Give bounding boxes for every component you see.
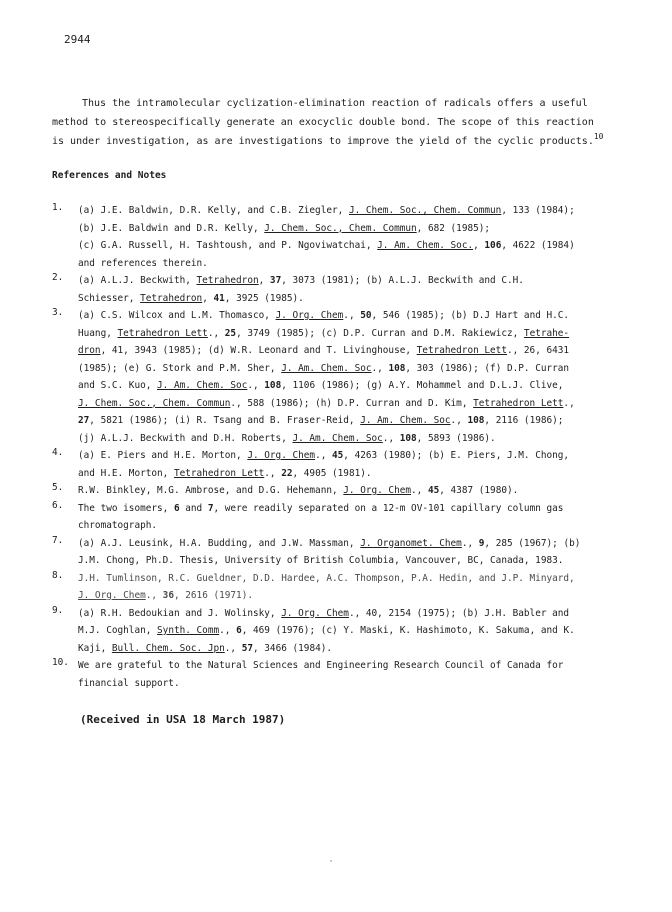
text-run: is under investigation, as are investigations to improve the yield of the cyclic products. [52, 136, 594, 147]
reference-line [78, 535, 652, 553]
text-run: , [258, 275, 270, 286]
text-run: ., [450, 415, 468, 426]
reference-item [52, 482, 652, 500]
text-run: , 5821 (1986); (i) R. Tsang and B. Fraser-Reid, [89, 415, 361, 426]
journal-name: Tetrahe- [523, 327, 570, 339]
volume-number: 6 [173, 502, 180, 514]
footnote-superscript: 10 [593, 132, 604, 141]
text-run: ., 588 (1986); (h) D.P. Curran and D. Kim, [230, 397, 474, 409]
volume-number: 6 [236, 625, 242, 636]
volume-number: 22 [281, 467, 293, 479]
reference-number: 8. [52, 569, 64, 581]
text-run: , 303 (1986); (f) D.P. Curran [405, 362, 570, 374]
volume-number: 108 [467, 415, 485, 426]
text-run: J.M. Chong, Ph.D. Thesis, University of British Columbia, Vancouver, BC, Canada, 1983. [78, 555, 564, 566]
journal-name: J. Am. Chem. Soc [281, 362, 372, 374]
reference-item [52, 500, 652, 535]
text-run: ., [461, 537, 479, 549]
volume-number: 9 [478, 537, 485, 549]
text-run: Schiesser, [78, 292, 141, 304]
text-run: , 5893 (1986). [416, 432, 496, 444]
text-run: ., [247, 380, 265, 391]
text-run: (a) A.L.J. Beckwith, [78, 275, 197, 286]
text-run: , 285 (1967); (b) [484, 537, 581, 549]
text-run: , 546 (1985); (b) D.J Hart and H.C. [371, 310, 570, 321]
text-run: Thus the intramolecular cyclization-elimination reaction of radicals offers a useful [82, 98, 588, 109]
journal-name: dron [78, 345, 101, 356]
volume-number: 50 [360, 310, 372, 321]
reference-number: 4. [52, 447, 64, 458]
text-run: , 2116 (1986); [484, 415, 564, 426]
text-run: and [179, 502, 208, 514]
intro-line [52, 113, 632, 132]
text-run: ., [382, 432, 400, 444]
journal-name: Bull. Chem. Soc. Jpn [111, 642, 225, 654]
reference-line [78, 290, 652, 308]
journal-name: Tetrahedron Lett [173, 467, 265, 479]
reference-item [52, 307, 652, 447]
volume-number: 7 [207, 502, 214, 514]
text-run: , [473, 240, 485, 251]
text-run: , 133 (1984); [501, 205, 575, 216]
reference-line [78, 220, 652, 238]
reference-number: 6. [52, 499, 64, 511]
text-run: chromatograph. [78, 520, 158, 531]
reference-item [52, 535, 652, 570]
reference-line [78, 587, 652, 605]
journal-name: J. Org. Chem [78, 590, 146, 601]
text-run: (1985); (e) G. Stork and P.M. Sher, [78, 362, 282, 374]
text-run: (c) G.A. Russell, H. Tashtoush, and P. Ngoviwatchai, [78, 240, 378, 251]
page-number: 2944 [64, 33, 91, 46]
text-run: ., [343, 310, 361, 321]
text-run: ., [145, 590, 163, 601]
reference-line [78, 622, 652, 640]
journal-name: Tetrahedron Lett [473, 397, 564, 409]
reference-number: 5. [52, 482, 64, 493]
intro-line [52, 94, 632, 113]
text-run: and references therein. [78, 257, 208, 269]
journal-name: J. Am. Chem. Soc. [377, 240, 474, 251]
text-run: , 682 (1985); [416, 222, 491, 234]
text-run: , 1106 (1986); (g) A.Y. Mohammel and D.L.J. Clive, [281, 380, 564, 391]
journal-name: J. Org. Chem [281, 607, 349, 619]
reference-line [78, 377, 652, 395]
volume-number: 36 [162, 590, 174, 601]
reference-number: 1. [52, 202, 64, 213]
text-run: , 3749 (1985); (c) D.P. Curran and D.M. Rakiewicz, [236, 327, 524, 339]
reference-line [78, 605, 652, 623]
text-run: ., [264, 467, 282, 479]
reference-line [78, 307, 652, 325]
journal-name: J. Am. Chem. Soc [360, 415, 451, 426]
text-run: (a) C.S. Wilcox and L.M. Thomasco, [78, 310, 276, 321]
text-run: , 4622 (1984) [501, 240, 575, 251]
journal-name: J. Am. Chem. Soc [292, 432, 383, 444]
received-date: (Received in USA 18 March 1987) [80, 713, 286, 726]
text-run: method to stereospecifically generate an exocyclic double bond. The scope of this reaction [52, 117, 594, 128]
text-run: , 4263 (1980); (b) E. Piers, J.M. Chong, [343, 450, 570, 461]
volume-number: 108 [399, 432, 417, 444]
text-run: J.H. Tumlinson, R.C. Gueldner, D.D. Hardee, A.C. Thompson, P.A. Hedin, and J.P. Minyard, [78, 572, 575, 584]
text-run: The two isomers, [78, 502, 174, 514]
reference-item [52, 570, 652, 605]
reference-line [78, 237, 652, 255]
text-run: ., [563, 397, 575, 409]
intro-line [52, 132, 632, 151]
journal-name: J. Organomet. Chem [360, 537, 462, 549]
volume-number: 45 [332, 450, 344, 461]
reference-item [52, 605, 652, 658]
volume-number: 37 [269, 275, 282, 286]
text-run: ., [219, 625, 237, 636]
reference-line [78, 465, 652, 483]
journal-name: J. Chem. Soc., Chem. Commun [78, 397, 231, 409]
text-run: ., 26, 6431 [506, 345, 570, 356]
text-run: , 2616 (1971). [173, 590, 253, 601]
text-run: ., [371, 362, 389, 374]
text-run: R.W. Binkley, M.G. Ambrose, and D.G. Hehemann, [78, 485, 344, 496]
text-run: (j) A.L.J. Beckwith and D.H. Roberts, [78, 432, 293, 444]
text-run: Kaji, [78, 642, 112, 654]
journal-name: J. Chem. Soc., Chem. Commun [348, 205, 502, 216]
text-run: , 41, 3943 (1985); (d) W.R. Leonard and T. Livinghouse, [100, 345, 417, 356]
text-run: (a) J.E. Baldwin, D.R. Kelly, and C.B. Ziegler, [78, 205, 349, 216]
reference-line [78, 517, 652, 535]
reference-line [78, 552, 652, 570]
text-run: ., [315, 450, 332, 461]
reference-item [52, 657, 652, 692]
reference-number: 3. [52, 307, 64, 318]
volume-number: 106 [484, 240, 502, 251]
scan-speck [330, 860, 332, 862]
journal-name: Tetrahedron Lett [416, 345, 507, 356]
text-run: ., [411, 485, 428, 496]
journal-name: Tetrahedron [196, 275, 259, 286]
journal-name: J. Chem. Soc., Chem. Commun [264, 222, 417, 234]
text-run: Huang, [78, 327, 118, 339]
text-run: financial support. [78, 677, 180, 689]
reference-line [78, 657, 652, 675]
reference-number: 7. [52, 534, 64, 546]
text-run: , were readily separated on a 12-m OV-101 capillary column gas [213, 502, 564, 514]
text-run: (b) J.E. Baldwin and D.R. Kelly, [78, 222, 265, 234]
reference-item [52, 272, 652, 307]
text-run: , 3073 (1981); (b) A.L.J. Beckwith and C.H. [281, 275, 524, 286]
volume-number: 45 [427, 485, 440, 496]
text-run: , [202, 292, 214, 304]
reference-line [78, 412, 652, 430]
text-run: , 469 (1976); (c) Y. Maski, K. Hashimoto, K. Sakuma, and K. [241, 625, 575, 636]
text-run: , 4905 (1981). [292, 467, 372, 479]
intro-paragraph [52, 94, 632, 151]
text-run: , 4387 (1980). [439, 485, 519, 496]
text-run: , 3466 (1984). [253, 642, 333, 654]
volume-number: 25 [224, 327, 237, 339]
journal-name: J. Org. Chem [343, 485, 412, 496]
journal-name: J. Org. Chem [275, 310, 344, 321]
text-run: ., 40, 2154 (1975); (b) J.H. Babler and [348, 607, 570, 619]
reference-item [52, 202, 652, 272]
journal-name: Synth. Comm [157, 625, 220, 636]
reference-line [78, 675, 652, 693]
text-run: and S.C. Kuo, [78, 380, 158, 391]
reference-line [78, 640, 652, 658]
reference-number: 9. [52, 604, 64, 616]
reference-item [52, 447, 652, 482]
journal-name: Tetrahedron [140, 292, 203, 304]
reference-line [78, 255, 652, 273]
text-run: ., [224, 642, 242, 654]
text-run: (a) R.H. Bedoukian and J. Wolinsky, [78, 607, 282, 619]
text-run: We are grateful to the Natural Sciences and Engineering Research Council of Canada for [78, 660, 564, 671]
journal-name: J. Am. Chem. Soc [157, 380, 248, 391]
reference-number: 10. [52, 657, 69, 668]
journal-name: J. Org. Chem [247, 450, 316, 461]
reference-line [78, 325, 652, 343]
reference-line [78, 447, 652, 465]
text-run: M.J. Coghlan, [78, 625, 158, 636]
volume-number: 27 [78, 415, 90, 426]
reference-line [78, 395, 652, 413]
text-run: , 3925 (1985). [224, 292, 304, 304]
text-run: ., [207, 327, 225, 339]
volume-number: 57 [241, 642, 253, 654]
text-run: (a) E. Piers and H.E. Morton, [78, 450, 248, 461]
text-run: (a) A.J. Leusink, H.A. Budding, and J.W. Massman, [78, 537, 361, 549]
reference-line [78, 482, 652, 500]
reference-line [78, 202, 652, 220]
text-run: and H.E. Morton, [78, 467, 174, 479]
reference-line [78, 272, 652, 290]
journal-name: Tetrahedron Lett [117, 327, 208, 339]
reference-line [78, 342, 652, 360]
volume-number: 41 [213, 292, 225, 304]
reference-line [78, 500, 652, 518]
reference-line [78, 570, 652, 588]
reference-line [78, 430, 652, 448]
references-list [52, 202, 652, 692]
reference-number: 2. [52, 272, 64, 283]
references-heading: References and Notes [52, 170, 167, 181]
volume-number: 108 [264, 380, 282, 391]
volume-number: 108 [388, 362, 406, 374]
reference-line [78, 360, 652, 378]
